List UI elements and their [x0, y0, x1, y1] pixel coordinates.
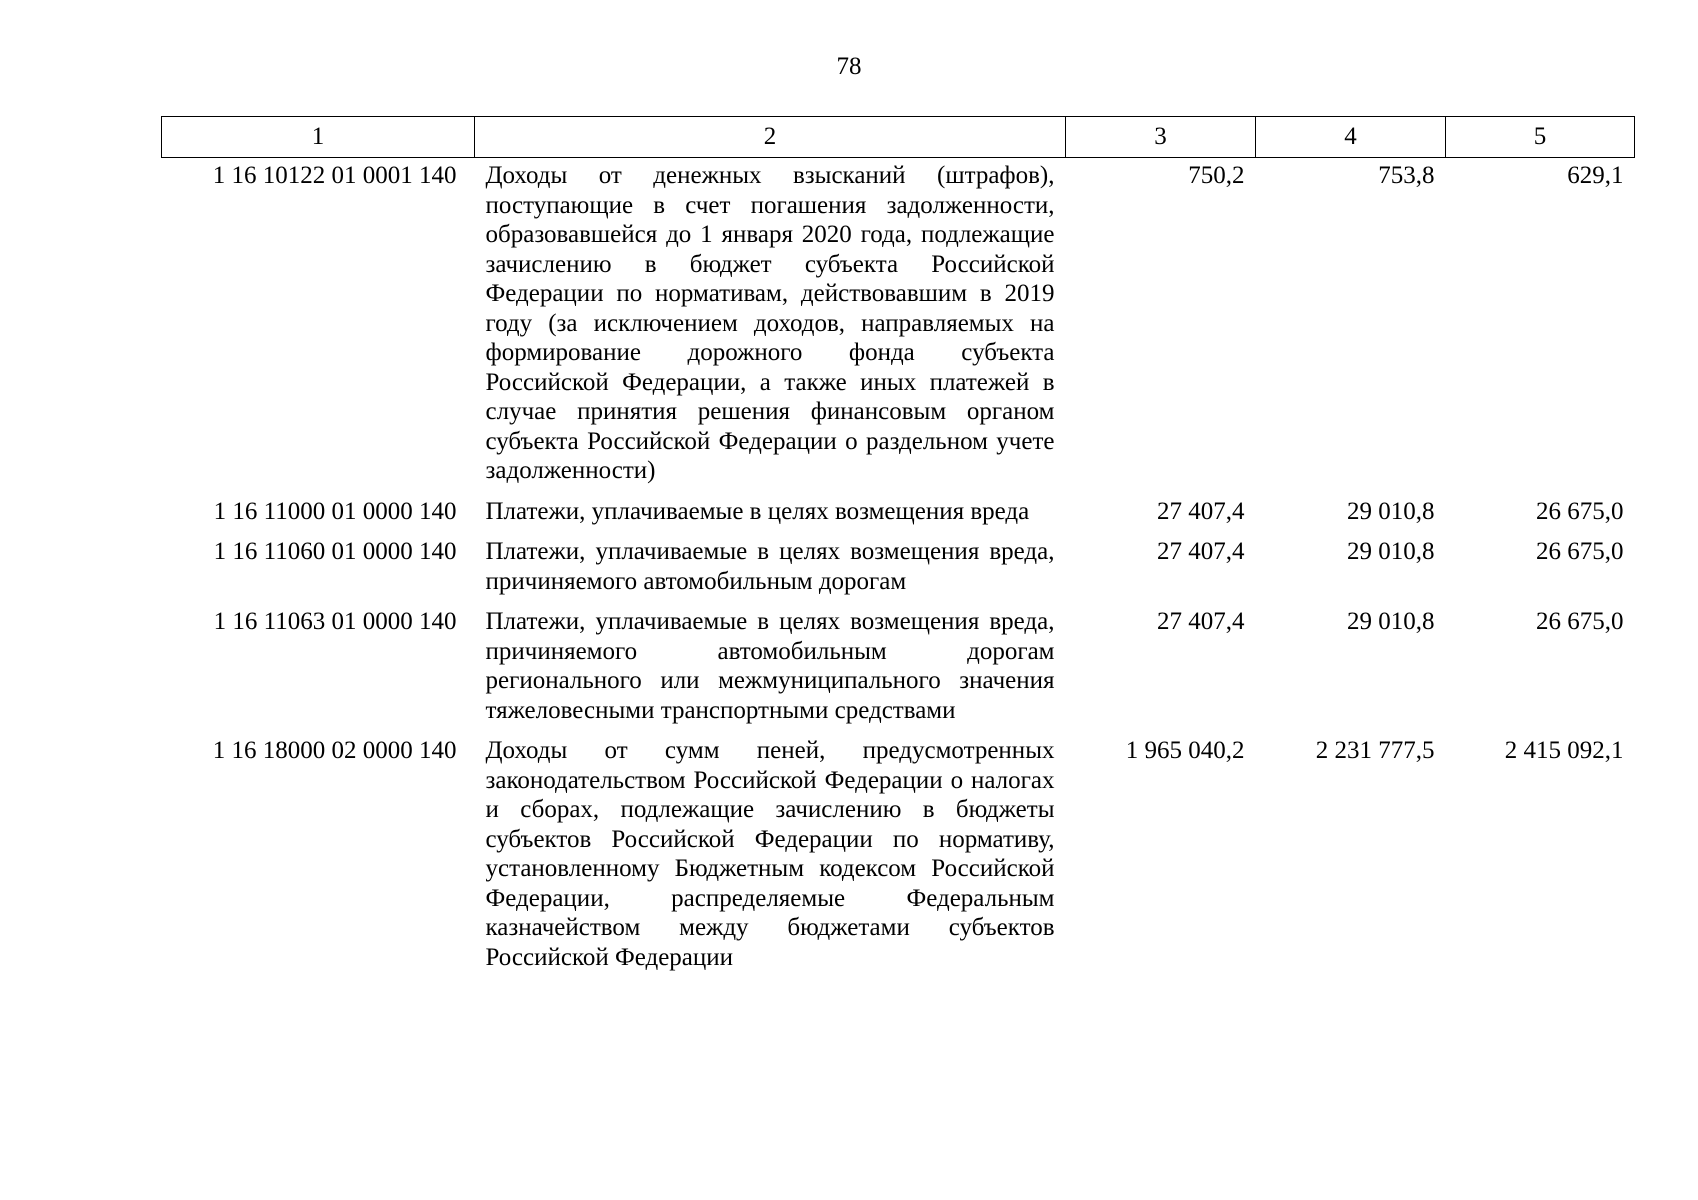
table-row — [162, 733, 1635, 980]
value-column-3: 27 407,4 — [1157, 497, 1245, 525]
revenue-description: Платежи, уплачиваемые в целях возмещения вреда — [485, 497, 1030, 525]
value-column-3: 1 965 040,2 — [1125, 737, 1245, 764]
revenue-description: Платежи, уплачиваемые в целях возмещения вреда, причиняемого автомобильным дорогам — [485, 538, 1055, 595]
column-header-5: 5 — [1446, 117, 1635, 158]
column-header-2: 2 — [475, 117, 1066, 158]
column-header-3: 3 — [1066, 117, 1256, 158]
value-column-5: 26 675,0 — [1536, 538, 1624, 565]
revenue-table — [161, 116, 1635, 980]
value-column-3: 27 407,4 — [1157, 608, 1245, 635]
page-number: 78 — [836, 53, 862, 80]
value-column-4: 29 010,8 — [1347, 608, 1435, 635]
table-row — [162, 534, 1635, 604]
table-row — [162, 494, 1635, 535]
revenue-code: 1 16 18000 02 0000 140 — [212, 737, 457, 764]
table-row — [162, 604, 1635, 733]
table-body — [162, 158, 1635, 981]
revenue-description: Доходы от денежных взысканий (штрафов), поступающие в счет погашения задолженности, образовавшейся до 1 января 2020 года, подлежащие зачислению в бюджет субъекта Российской Федерации по нормативам, действовавшим в 2019 году (за исключением доходов, направляемых на формирование дорожного фонда субъекта Российской Федерации, а также иных платежей в случае принятия решения финансовым органом субъекта Российской Федерации о раздельном учете задолженности) — [485, 162, 1055, 484]
value-column-4: 29 010,8 — [1347, 497, 1435, 525]
revenue-code: 1 16 11060 01 0000 140 — [213, 538, 457, 565]
value-column-4: 753,8 — [1378, 162, 1435, 189]
table-header — [162, 117, 1635, 158]
header-row — [162, 117, 1635, 158]
value-column-5: 629,1 — [1567, 162, 1624, 189]
revenue-description: Платежи, уплачиваемые в целях возмещения вреда, причиняемого автомобильным дорогам регионального или межмуниципального значения тяжеловесными транспортными средствами — [485, 608, 1055, 724]
revenue-description: Доходы от сумм пеней, предусмотренных законодательством Российской Федерации о налогах и сборах, подлежащие зачислению в бюджеты субъектов Российской Федерации по нормативу, установленному Бюджетным кодексом Российской Федерации, распределяемые Федеральным казначейством между бюджетами субъектов Российской Федерации — [485, 737, 1055, 971]
value-column-3: 750,2 — [1188, 162, 1245, 189]
value-column-5: 2 415 092,1 — [1504, 737, 1624, 764]
column-header-1: 1 — [162, 117, 475, 158]
value-column-5: 26 675,0 — [1536, 497, 1624, 525]
value-column-4: 29 010,8 — [1347, 538, 1435, 565]
revenue-code: 1 16 10122 01 0001 140 — [212, 162, 457, 189]
revenue-code: 1 16 11000 01 0000 140 — [213, 497, 457, 525]
revenue-code: 1 16 11063 01 0000 140 — [213, 608, 457, 635]
table-row — [162, 158, 1635, 494]
column-header-4: 4 — [1256, 117, 1446, 158]
value-column-5: 26 675,0 — [1536, 608, 1624, 635]
value-column-4: 2 231 777,5 — [1315, 737, 1435, 764]
value-column-3: 27 407,4 — [1157, 538, 1245, 565]
